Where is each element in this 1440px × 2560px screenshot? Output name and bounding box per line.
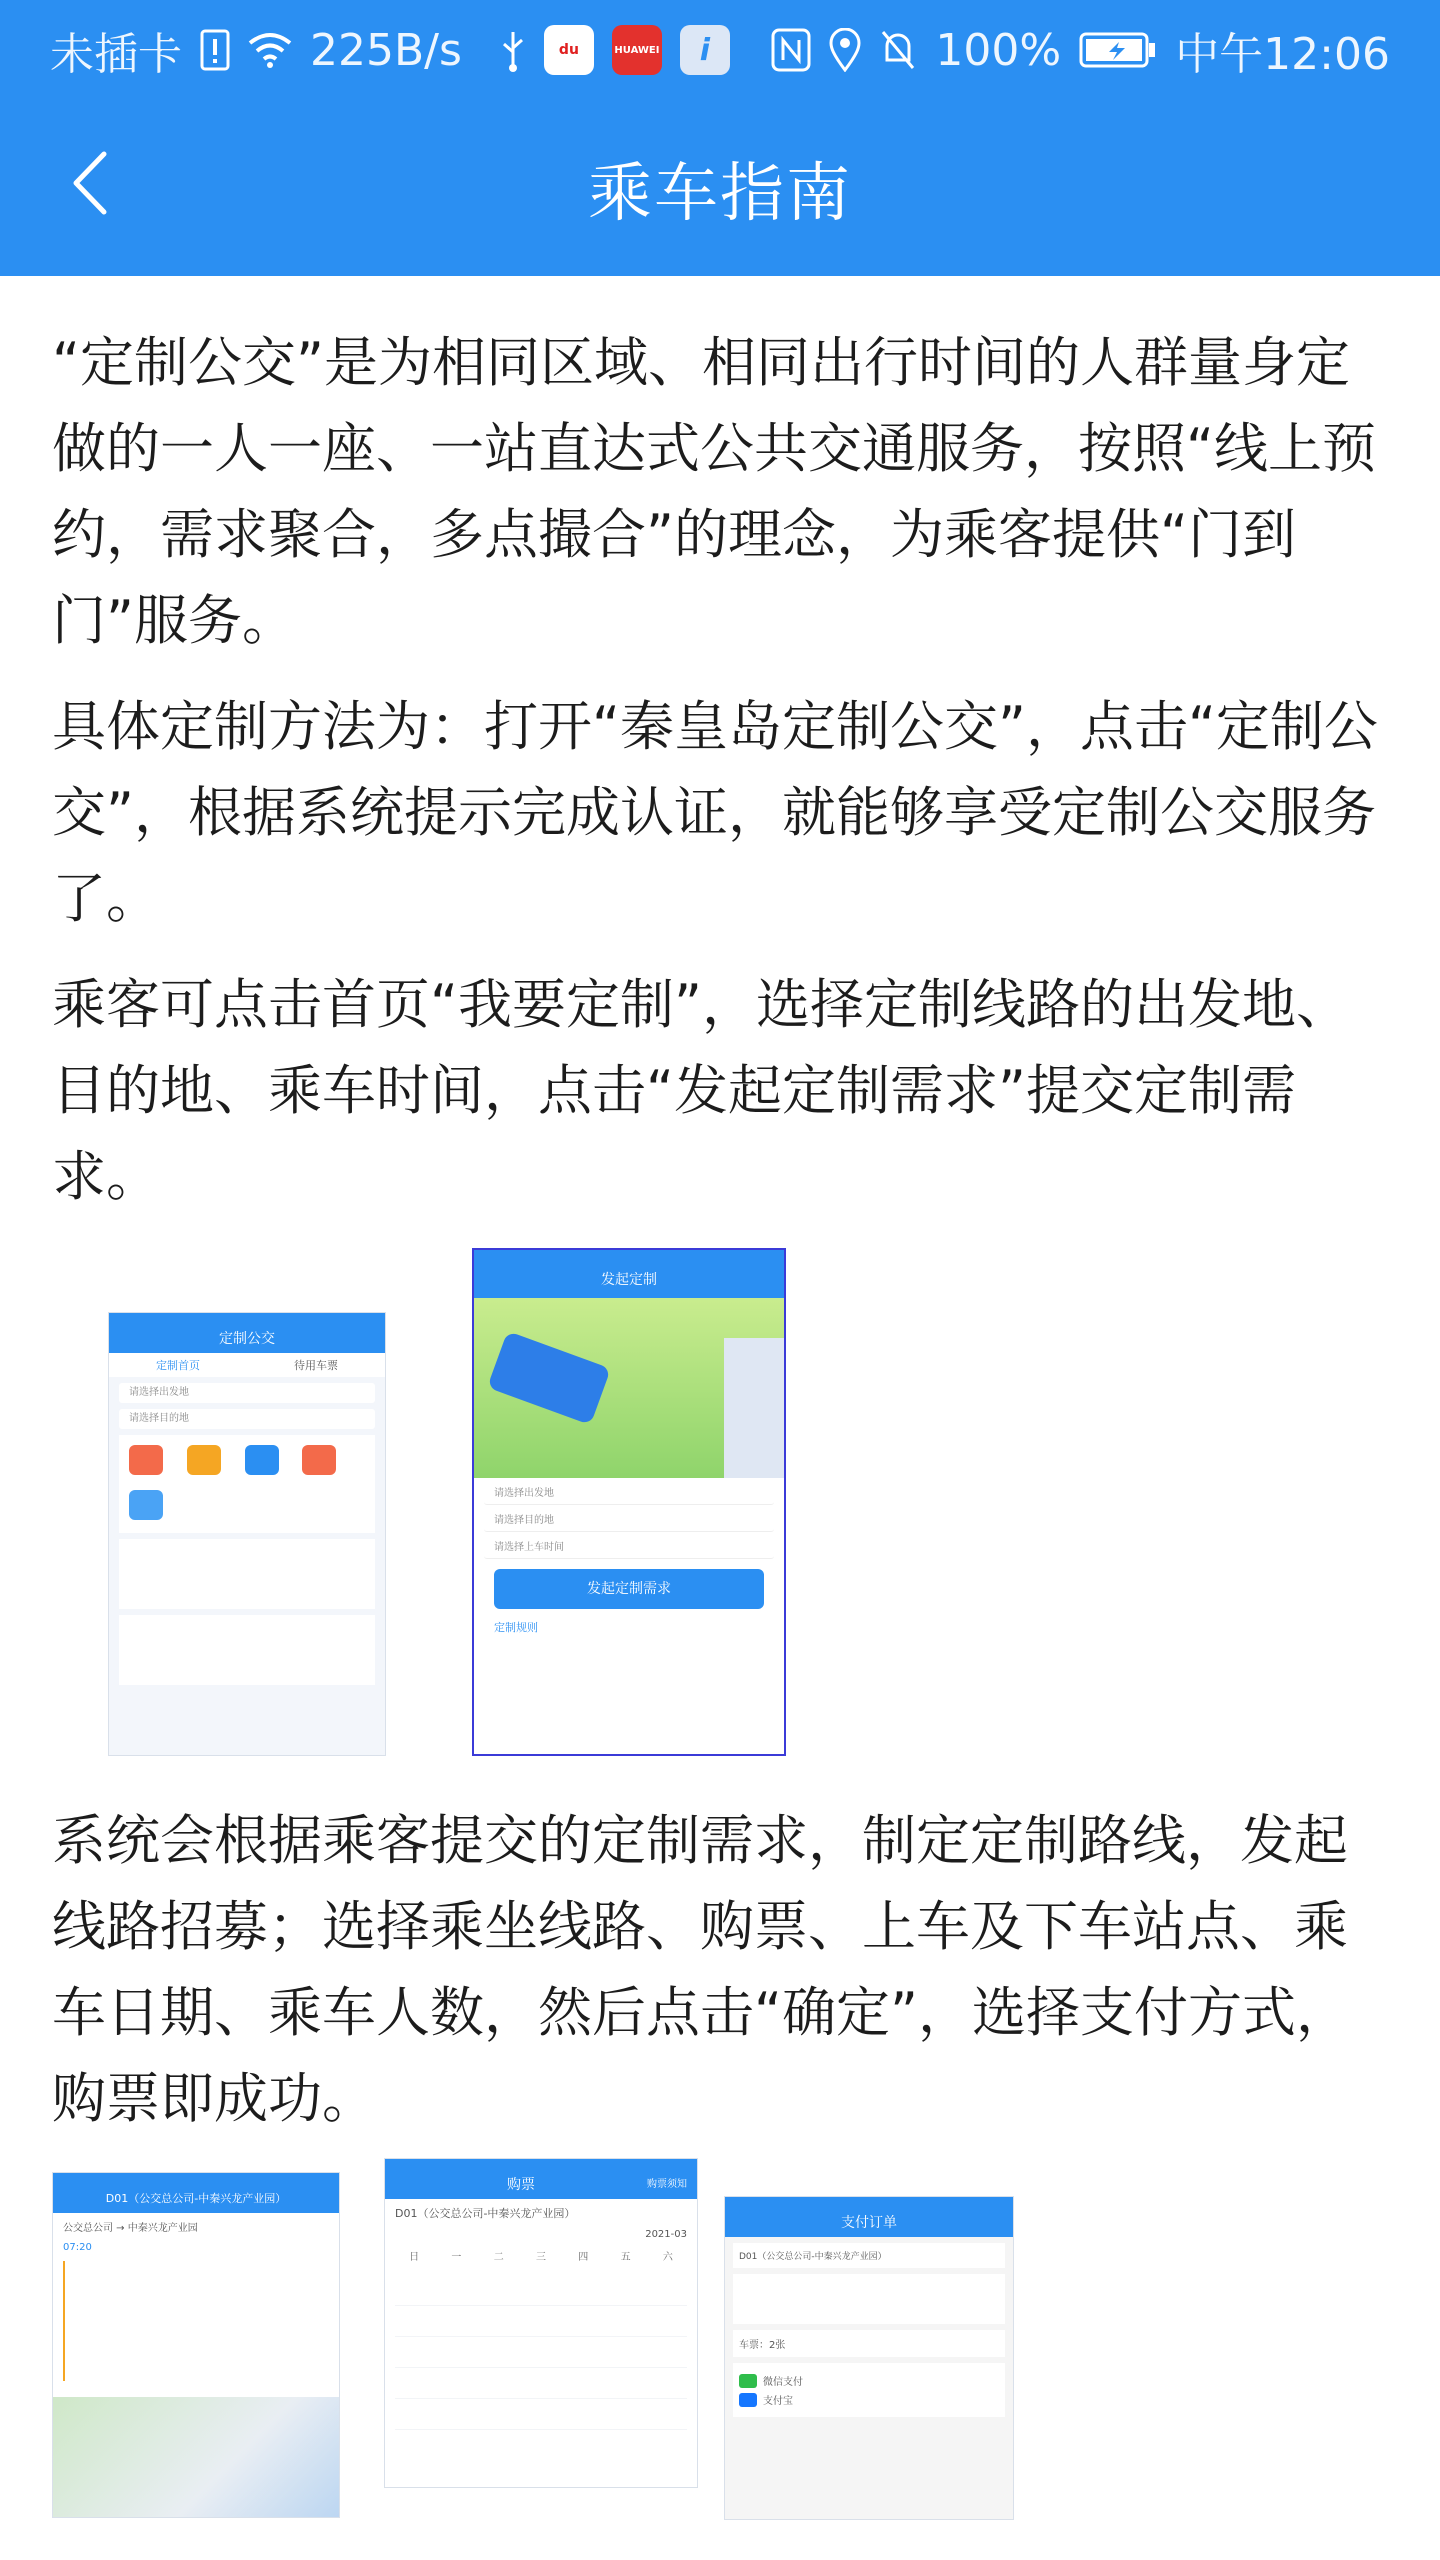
guide-paragraph-intro: “定制公交”是为相同区域、相同出行时间的人群量身定做的一人一座、一站直达式公共交通服务，按照“线上预约，需求聚合，多点撮合”的理念，为乘客提供“门到门”服务。 — [52, 331, 1376, 652]
screenshot-pay — [724, 2196, 1014, 2520]
shot-pay-count: 车票：2张 — [733, 2330, 1005, 2357]
back-button[interactable] — [70, 148, 140, 228]
huawei-app-icon: HUAWEI — [612, 25, 662, 75]
guide-content — [52, 320, 1392, 1240]
usb-icon — [500, 28, 526, 72]
du-app-icon: du — [544, 25, 594, 75]
shot-route-title: D01（公交总公司-中秦兴龙产业园） — [53, 2185, 339, 2213]
screenshot-home — [108, 1312, 386, 1756]
shot-ticket-month: 2021-03 — [645, 2229, 687, 2240]
shot-home-tile — [187, 1445, 221, 1475]
shot-route-to: 中秦兴龙产业园 — [127, 2223, 198, 2234]
shot-home-card — [119, 1615, 375, 1685]
shot-home-tile — [129, 1490, 163, 1520]
guide-paragraph-method: 具体定制方法为：打开“秦皇岛定制公交”，点击“定制公交”，根据系统提示完成认证，就能够享受定制公交服务了。 — [52, 695, 1378, 930]
net-speed-text: 225B/s — [310, 24, 462, 76]
shot-home-row2: 请选择目的地 — [119, 1409, 375, 1429]
shot-home-tile — [302, 1445, 336, 1475]
sim-alert-icon — [200, 29, 230, 71]
alipay-icon — [739, 2393, 757, 2407]
shot-ticket-title: 购票 — [507, 2177, 535, 2193]
status-bar — [0, 0, 1440, 100]
screenshot-ticket — [384, 2158, 698, 2488]
shot-home-tab2: 待用车票 — [294, 1359, 338, 1372]
shot-pay-alipay: 支付宝 — [763, 2396, 793, 2407]
guide-paragraph-request: 乘客可点击首页“我要定制”，选择定制线路的出发地、目的地、乘车时间，点击“发起定制需求”提交定制需求。 — [52, 973, 1350, 1208]
screenshot-launch — [472, 1248, 786, 1756]
bus-illustration — [474, 1298, 784, 1478]
clock-text: 中午12:06 — [1175, 29, 1390, 80]
shot-ticket-route: D01（公交总公司-中秦兴龙产业园） — [395, 2207, 576, 2220]
shot-launch-row3: 请选择上车时间 — [484, 1538, 774, 1559]
page-title: 乘车指南 — [588, 157, 852, 231]
shot-ticket-calendar: 日 一 二 三 四 五 六 — [409, 2252, 673, 2263]
shot-home-tab1: 定制首页 — [156, 1359, 200, 1372]
shot-launch-title: 发起定制 — [474, 1262, 784, 1298]
shot-home-card — [119, 1539, 375, 1609]
chevron-left-icon — [70, 148, 110, 218]
shot-route-time: 07:20 — [63, 2242, 92, 2253]
shot-pay-route: D01（公交总公司-中秦兴龙产业园） — [733, 2243, 1005, 2268]
battery-charging-icon — [1079, 30, 1157, 70]
guide-paragraph-purchase: 系统会根据乘客提交的定制需求，制定定制路线，发起线路招募；选择乘坐线路、购票、上车及下车站点、乘车日期、乘车人数，然后点击“确定”，选择支付方式，购票即成功。 — [52, 1809, 1350, 2130]
shot-home-title: 定制公交 — [109, 1325, 385, 1353]
shot-launch-row2: 请选择目的地 — [484, 1511, 774, 1532]
shot-launch-rule: 定制规则 — [494, 1621, 538, 1634]
top-bar — [0, 0, 1440, 276]
shot-route-map — [53, 2397, 339, 2517]
shot-home-tile — [129, 1445, 163, 1475]
screenshot-route: D01（公交总公司-中秦兴龙产业园） 公交总公司 → 中秦兴龙产业园 07:20 — [52, 2172, 340, 2518]
shot-pay-title: 支付订单 — [725, 2209, 1013, 2237]
location-icon — [829, 28, 861, 72]
shot-home-row1: 请选择出发地 — [119, 1383, 375, 1403]
shot-pay-wechat: 微信支付 — [763, 2377, 803, 2388]
battery-percent: 100% — [935, 24, 1062, 76]
info-app-icon: i — [680, 25, 730, 75]
guide-content-2 — [52, 1798, 1392, 2162]
wechat-pay-icon — [739, 2374, 757, 2388]
nfc-icon — [771, 28, 811, 72]
shot-ticket-link: 购票须知 — [647, 2179, 687, 2190]
shot-route-from: 公交总公司 — [63, 2223, 113, 2234]
nav-bar — [0, 100, 1440, 276]
carrier-text: 未插卡 — [50, 29, 182, 80]
mute-bell-icon — [879, 28, 917, 72]
shot-launch-row1: 请选择出发地 — [484, 1484, 774, 1505]
shot-launch-button: 发起定制需求 — [494, 1569, 764, 1609]
shot-home-tile — [245, 1445, 279, 1475]
wifi-icon — [248, 31, 292, 69]
